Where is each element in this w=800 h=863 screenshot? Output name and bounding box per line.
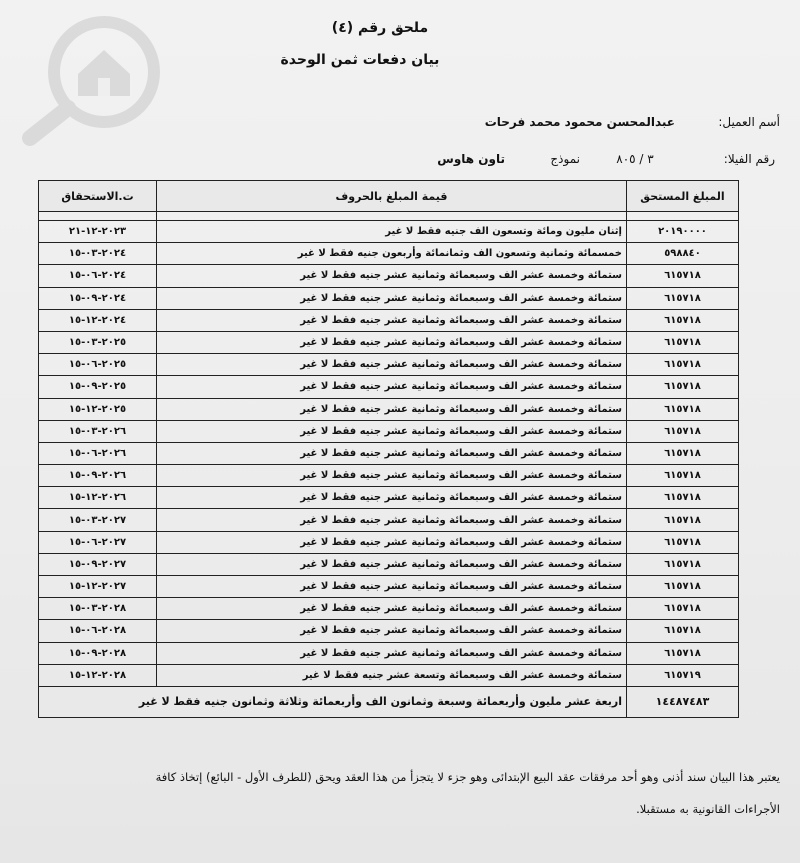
annex-title: ملحق رقم (٤) <box>331 20 429 36</box>
table-row <box>39 354 739 376</box>
row-words: ستمائة وخمسة عشر الف وسبعمائة وثمانية عشر جنيه فقط لا غير <box>157 509 627 531</box>
row-amount: ٦١٥٧١٨ <box>627 309 739 331</box>
table-row <box>39 221 739 243</box>
row-words: ستمائة وخمسة عشر الف وسبعمائة وثمانية عشر جنيه فقط لا غير <box>157 598 627 620</box>
table-row <box>39 531 739 553</box>
row-due-date: ٢٠٢٨-٠٣-١٥ <box>39 598 157 620</box>
row-due-date: ٢٠٢٤-٠٣-١٥ <box>39 243 157 265</box>
table-row <box>39 553 739 575</box>
row-amount: ٦١٥٧١٨ <box>627 553 739 575</box>
table-row <box>39 287 739 309</box>
header-words: قيمة المبلغ بالحروف <box>157 181 627 212</box>
row-amount: ٦١٥٧١٨ <box>627 598 739 620</box>
villa-number: ٣ / ٨٠٥ <box>616 152 654 166</box>
table-row <box>39 331 739 353</box>
row-words: ستمائة وخمسة عشر الف وسبعمائة وثمانية عشر جنيه فقط لا غير <box>157 487 627 509</box>
row-words: ستمائة وخمسة عشر الف وسبعمائة وثمانية عشر جنيه فقط لا غير <box>157 376 627 398</box>
total-words: اربعة عشر مليون وأربعمائة وسبعة وثمانون الف وأربعمائة وثلاثة وثمانون جنيه فقط لا غير <box>39 686 627 717</box>
row-due-date: ٢٠٢٨-٠٦-١٥ <box>39 620 157 642</box>
row-words: ستمائة وخمسة عشر الف وسبعمائة وثمانية عشر جنيه فقط لا غير <box>157 620 627 642</box>
row-due-date: ٢٠٢٥-٠٦-١٥ <box>39 354 157 376</box>
table-row <box>39 442 739 464</box>
header-amount: المبلغ المستحق <box>627 181 739 212</box>
table-row <box>39 620 739 642</box>
table-row <box>39 376 739 398</box>
row-amount: ٢٠١٩٠٠٠٠ <box>627 221 739 243</box>
payment-schedule-table <box>38 180 739 718</box>
row-due-date: ٢٠٢٦-٠٣-١٥ <box>39 420 157 442</box>
row-due-date: ٢٠٢٧-١٢-١٥ <box>39 576 157 598</box>
row-due-date: ٢٠٢٤-١٢-١٥ <box>39 309 157 331</box>
row-words: خمسمائة وثمانية وتسعون الف وثمانمائة وأربعون جنيه فقط لا غير <box>157 243 627 265</box>
row-amount: ٦١٥٧١٨ <box>627 420 739 442</box>
row-due-date: ٢٠٢٥-١٢-١٥ <box>39 398 157 420</box>
legal-note-line-1: يعتبر هذا البيان سند أذنى وهو أحد مرفقات عقد البيع الإبتدائى وهو جزء لا يتجزأ من هذا العقد ويحق (للطرف الأول - البائع) إتخاذ كافة <box>155 770 780 784</box>
row-words: ستمائة وخمسة عشر الف وسبعمائة وتسعة عشر جنيه فقط لا غير <box>157 664 627 686</box>
row-due-date: ٢٠٢٦-٠٩-١٥ <box>39 465 157 487</box>
row-words: ستمائة وخمسة عشر الف وسبعمائة وثمانية عشر جنيه فقط لا غير <box>157 420 627 442</box>
row-words: ستمائة وخمسة عشر الف وسبعمائة وثمانية عشر جنيه فقط لا غير <box>157 331 627 353</box>
row-words: ستمائة وخمسة عشر الف وسبعمائة وثمانية عشر جنيه فقط لا غير <box>157 309 627 331</box>
table-row <box>39 642 739 664</box>
row-due-date: ٢٠٢٧-٠٣-١٥ <box>39 509 157 531</box>
row-amount: ٦١٥٧١٨ <box>627 287 739 309</box>
table-row <box>39 309 739 331</box>
row-amount: ٦١٥٧١٨ <box>627 465 739 487</box>
row-due-date: ٢٠٢٣-١٢-٢١ <box>39 221 157 243</box>
row-amount: ٦١٥٧١٨ <box>627 331 739 353</box>
model-value: تاون هاوس <box>437 152 505 166</box>
row-words: ستمائة وخمسة عشر الف وسبعمائة وثمانية عشر جنيه فقط لا غير <box>157 531 627 553</box>
table-row <box>39 265 739 287</box>
row-due-date: ٢٠٢٧-٠٩-١٥ <box>39 553 157 575</box>
header-due-date: ت.الاستحقاق <box>39 181 157 212</box>
row-due-date: ٢٠٢٨-٠٩-١٥ <box>39 642 157 664</box>
legal-note-line-2: الأجراءات القانونية به مستقبلا. <box>636 802 780 816</box>
table-row <box>39 465 739 487</box>
row-amount: ٦١٥٧١٨ <box>627 642 739 664</box>
total-amount: ١٤٤٨٧٤٨٣ <box>627 686 739 717</box>
row-amount: ٦١٥٧١٨ <box>627 265 739 287</box>
row-amount: ٦١٥٧١٨ <box>627 509 739 531</box>
row-due-date: ٢٠٢٥-٠٣-١٥ <box>39 331 157 353</box>
row-due-date: ٢٠٢٤-٠٩-١٥ <box>39 287 157 309</box>
row-due-date: ٢٠٢٤-٠٦-١٥ <box>39 265 157 287</box>
table-row <box>39 420 739 442</box>
row-words: ستمائة وخمسة عشر الف وسبعمائة وثمانية عشر جنيه فقط لا غير <box>157 354 627 376</box>
row-words: ستمائة وخمسة عشر الف وسبعمائة وثمانية عشر جنيه فقط لا غير <box>157 442 627 464</box>
table-row <box>39 398 739 420</box>
row-due-date: ٢٠٢٧-٠٦-١٥ <box>39 531 157 553</box>
row-amount: ٦١٥٧١٩ <box>627 664 739 686</box>
page-subtitle: بيان دفعات ثمن الوحدة <box>280 52 440 68</box>
row-amount: ٦١٥٧١٨ <box>627 620 739 642</box>
row-amount: ٦١٥٧١٨ <box>627 376 739 398</box>
row-words: ستمائة وخمسة عشر الف وسبعمائة وثمانية عشر جنيه فقط لا غير <box>157 576 627 598</box>
total-row <box>39 686 739 717</box>
row-words: ستمائة وخمسة عشر الف وسبعمائة وثمانية عشر جنيه فقط لا غير <box>157 642 627 664</box>
home-search-icon <box>12 8 172 158</box>
table-header-row <box>39 181 739 212</box>
villa-label: رقم الفيلا: <box>723 152 775 166</box>
table-spacer <box>39 212 739 221</box>
row-due-date: ٢٠٢٥-٠٩-١٥ <box>39 376 157 398</box>
row-amount: ٦١٥٧١٨ <box>627 398 739 420</box>
row-words: ستمائة وخمسة عشر الف وسبعمائة وثمانية عشر جنيه فقط لا غير <box>157 287 627 309</box>
model-label: نموذج <box>550 152 580 166</box>
row-words: ستمائة وخمسة عشر الف وسبعمائة وثمانية عشر جنيه فقط لا غير <box>157 465 627 487</box>
row-words: إثنان مليون ومائة وتسعون الف جنيه فقط لا غير <box>157 221 627 243</box>
row-words: ستمائة وخمسة عشر الف وسبعمائة وثمانية عشر جنيه فقط لا غير <box>157 553 627 575</box>
table-row <box>39 664 739 686</box>
table-row <box>39 243 739 265</box>
row-words: ستمائة وخمسة عشر الف وسبعمائة وثمانية عشر جنيه فقط لا غير <box>157 398 627 420</box>
row-due-date: ٢٠٢٦-٠٦-١٥ <box>39 442 157 464</box>
row-amount: ٦١٥٧١٨ <box>627 531 739 553</box>
row-amount: ٥٩٨٨٤٠ <box>627 243 739 265</box>
client-label: أسم العميل: <box>718 115 780 129</box>
row-amount: ٦١٥٧١٨ <box>627 354 739 376</box>
table-row <box>39 576 739 598</box>
table-row <box>39 509 739 531</box>
row-due-date: ٢٠٢٦-١٢-١٥ <box>39 487 157 509</box>
row-amount: ٦١٥٧١٨ <box>627 487 739 509</box>
row-due-date: ٢٠٢٨-١٢-١٥ <box>39 664 157 686</box>
row-words: ستمائة وخمسة عشر الف وسبعمائة وثمانية عشر جنيه فقط لا غير <box>157 265 627 287</box>
row-amount: ٦١٥٧١٨ <box>627 442 739 464</box>
table-row <box>39 487 739 509</box>
row-amount: ٦١٥٧١٨ <box>627 576 739 598</box>
table-row <box>39 598 739 620</box>
client-name: عبدالمحسن محمود محمد فرحات <box>484 115 675 129</box>
